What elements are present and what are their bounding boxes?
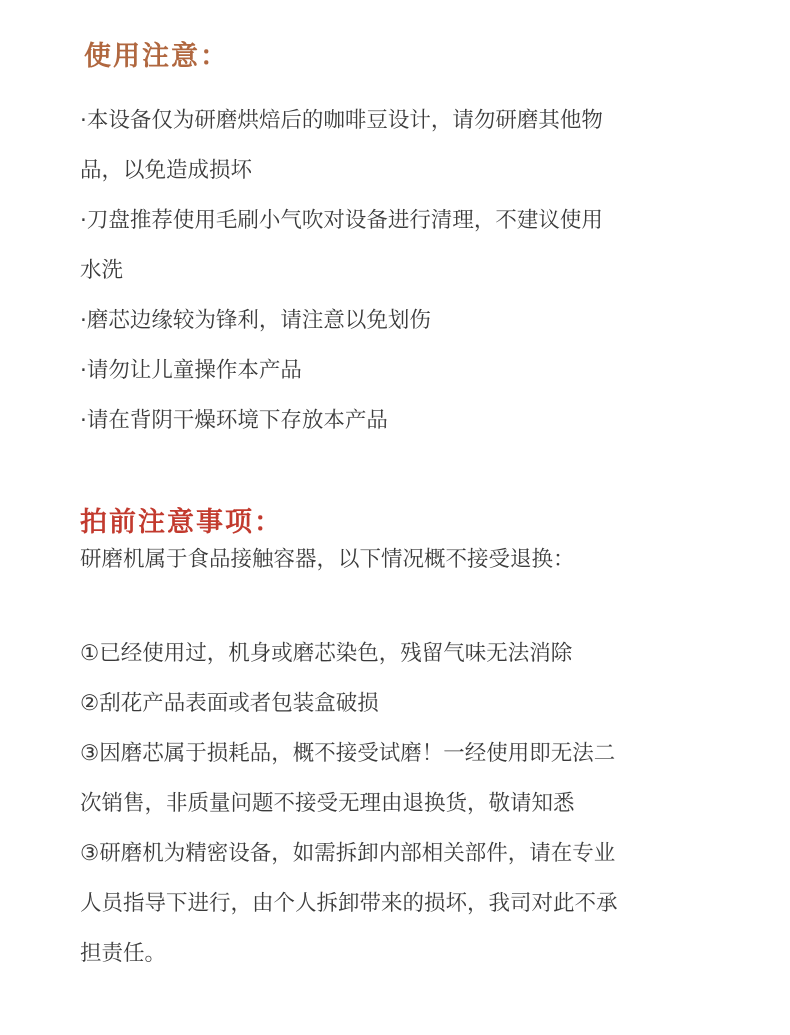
return-policy-line: 次销售，非质量问题不接受无理由退换货，敬请知悉 <box>80 791 575 816</box>
return-policy-title: 拍前注意事项： <box>80 507 283 538</box>
usage-note-line: 品，以免造成损坏 <box>80 158 253 183</box>
return-policy-intro: 研磨机属于食品接触容器，以下情况概不接受退换： <box>80 547 575 572</box>
usage-note-line: ·请在背阴干燥环境下存放本产品 <box>80 408 388 433</box>
return-policy-line: 人员指导下进行，由个人拆卸带来的损坏，我司对此不承 <box>80 891 618 916</box>
return-policy-line: 担责任。 <box>80 941 167 966</box>
usage-note-line: ·本设备仅为研磨烘焙后的咖啡豆设计，请勿研磨其他物 <box>80 108 603 133</box>
return-policy-line: ①已经使用过，机身或磨芯染色，残留气味无法消除 <box>80 641 573 666</box>
return-policy-line: ③研磨机为精密设备，如需拆卸内部相关部件，请在专业 <box>80 841 616 866</box>
usage-note-line: ·请勿让儿童操作本产品 <box>80 358 302 383</box>
usage-note-line: ·磨芯边缘较为锋利，请注意以免划伤 <box>80 308 431 333</box>
return-policy-line: ②刮花产品表面或者包装盒破损 <box>80 691 379 716</box>
return-policy-list <box>80 629 720 979</box>
return-policy-line: ③因磨芯属于损耗品，概不接受试磨！一经使用即无法二 <box>80 741 616 766</box>
usage-notes-title: 使用注意： <box>84 41 229 72</box>
usage-notes-list <box>80 96 720 446</box>
usage-note-line: 水洗 <box>80 258 124 283</box>
usage-note-line: ·刀盘推荐使用毛刷小气吹对设备进行清理，不建议使用 <box>80 208 603 233</box>
